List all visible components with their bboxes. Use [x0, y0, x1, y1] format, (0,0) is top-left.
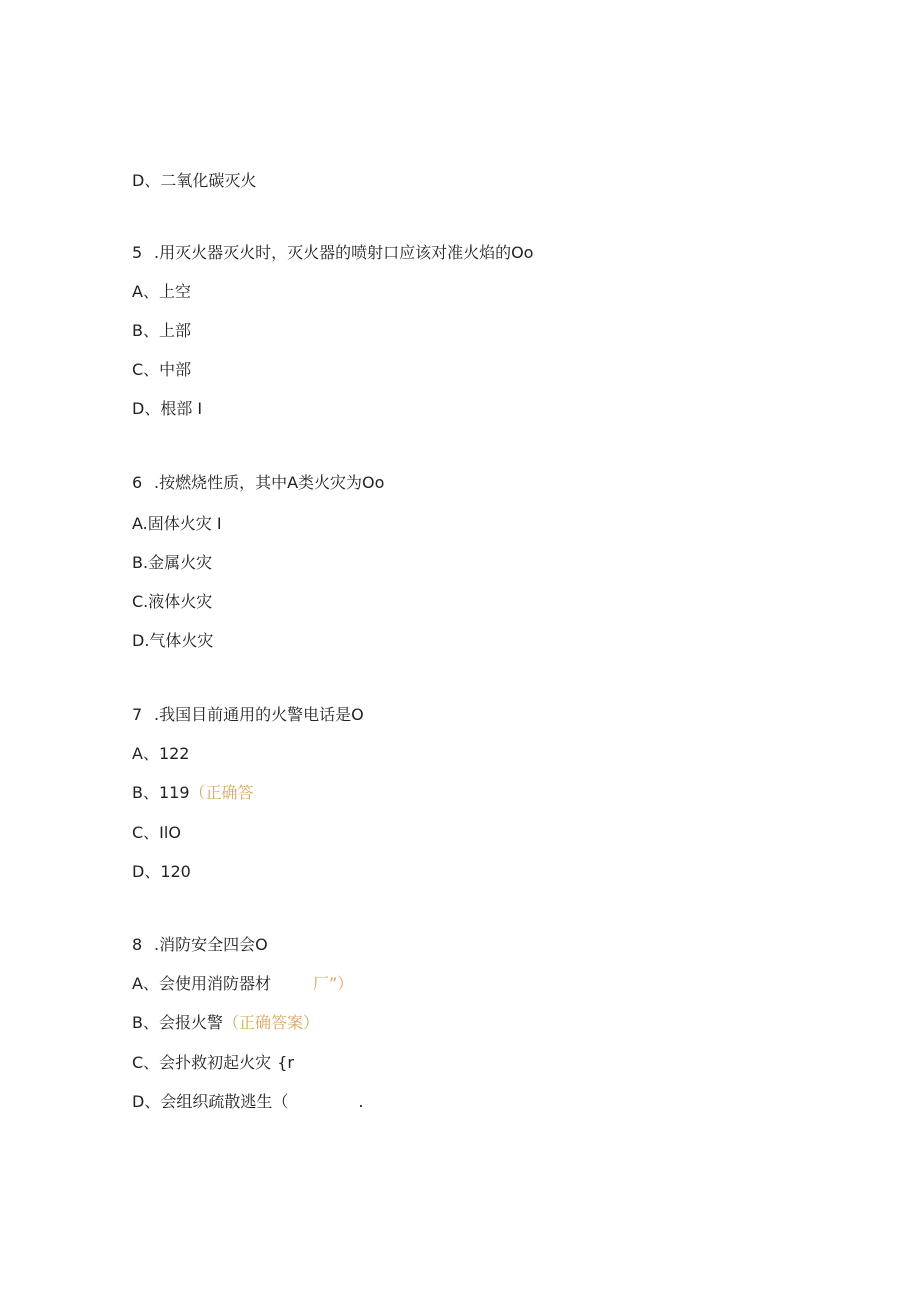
q8-option-b — [132, 1013, 319, 1033]
q5-option-b: B、上部 — [132, 321, 191, 340]
q5-stem-text: .用灭火器灭火时，灭火器的喷射口应该对准火焰的Oo — [154, 243, 534, 262]
q7-option-a: A、122 — [132, 744, 190, 763]
q7-option-b-answer-note: （正确答 — [189, 783, 254, 802]
q5-option-a: A、上空 — [132, 282, 191, 301]
q8-option-b-answer-note: （正确答案） — [222, 1013, 319, 1032]
q7-stem-text: .我国目前通用的火警电话是O — [154, 705, 364, 724]
q5-number: 5 — [132, 243, 143, 262]
q6-stem — [132, 473, 384, 493]
q8-option-d-text: D、会组织疏散逃生（ — [132, 1092, 289, 1111]
q7-option-c: C、IlO — [132, 823, 181, 842]
q7-option-b-text: B、119 — [132, 783, 190, 802]
q4-option-d: D、二氧化碳灭火 — [132, 171, 257, 190]
q6-option-d: D.气体火灾 — [132, 631, 214, 650]
q8-option-b-text: B、会报火警 — [132, 1013, 223, 1032]
q8-option-c — [132, 1053, 294, 1073]
q8-option-a-text: A、会使用消防器材 — [132, 974, 271, 993]
q5-stem — [132, 243, 533, 263]
q7-option-d: D、120 — [132, 862, 191, 881]
q8-option-d-tail: . — [358, 1092, 364, 1111]
q8-option-a — [132, 974, 353, 994]
q6-option-b: B.金属火灾 — [132, 553, 213, 572]
q7-option-b — [132, 783, 254, 803]
q6-option-a: A.固体火灾 I — [132, 514, 222, 533]
q8-option-c-tail: {r — [277, 1053, 294, 1072]
q5-option-c: C、中部 — [132, 360, 192, 379]
q7-number: 7 — [132, 705, 143, 724]
q8-stem — [132, 935, 268, 955]
q8-option-c-text: C、会扑救初起火灾 — [132, 1053, 272, 1072]
q8-option-d — [132, 1092, 363, 1112]
q8-option-a-answer-note: 厂”） — [312, 974, 354, 993]
q6-option-c: C.液体火灾 — [132, 592, 213, 611]
q6-number: 6 — [132, 473, 143, 492]
q8-stem-text: .消防安全四会O — [154, 935, 268, 954]
q6-stem-text: .按燃烧性质，其中A类火灾为Oo — [154, 473, 385, 492]
q7-stem — [132, 705, 364, 725]
q8-number: 8 — [132, 935, 143, 954]
q5-option-d: D、根部 I — [132, 399, 203, 418]
